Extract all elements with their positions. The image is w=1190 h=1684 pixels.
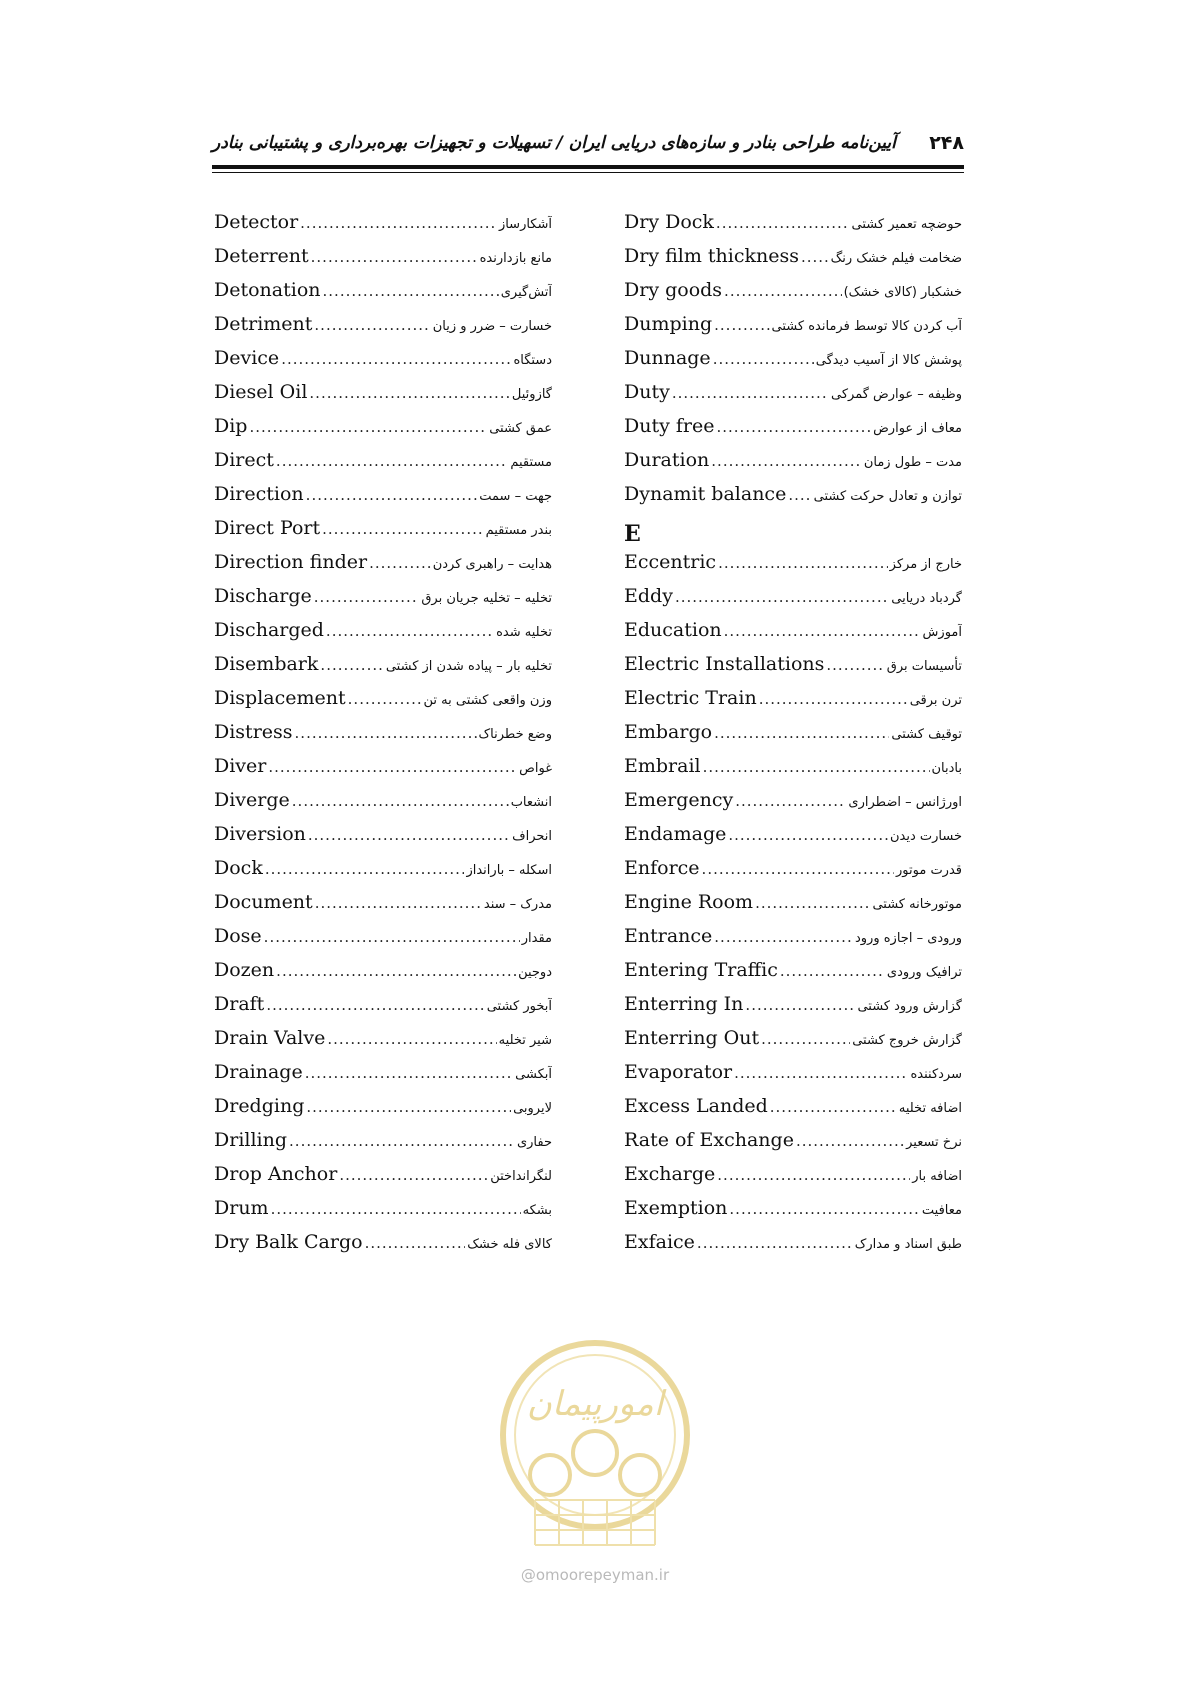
glossary-entry <box>214 245 552 279</box>
dot-leader <box>306 486 478 504</box>
entry-term-en: Eccentric <box>624 551 717 573</box>
entry-term-en: Embrail <box>624 755 701 777</box>
entry-term-fa: آبخور کشتی <box>486 999 552 1014</box>
entry-term-en: Drilling <box>214 1129 288 1151</box>
entry-term-en: Electric Installations <box>624 653 825 675</box>
entry-term-fa: تخلیه – تخلیه جریان برق <box>421 591 552 606</box>
dot-leader <box>713 350 814 368</box>
glossary-entry <box>214 1197 552 1231</box>
entry-term-fa: تأسیسات برق <box>886 659 962 674</box>
entry-term-fa: توقیف کشتی <box>891 727 962 742</box>
glossary-entry <box>624 483 962 517</box>
dot-leader <box>276 962 516 980</box>
entry-term-en: Entering Traffic <box>624 959 778 981</box>
entry-term-en: Exemption <box>624 1197 728 1219</box>
entry-term-fa: مستقیم <box>510 455 552 470</box>
entry-term-en: Engine Room <box>624 891 754 913</box>
dot-leader <box>365 1234 466 1252</box>
dot-leader <box>826 656 884 674</box>
glossary-column-left <box>214 211 552 1265</box>
glossary-entry <box>624 1129 962 1163</box>
entry-term-fa: نرخ تسعیر <box>906 1135 962 1150</box>
entry-term-en: Dynamit balance <box>624 483 787 505</box>
dot-leader <box>770 1098 897 1116</box>
entry-term-fa: آبکشی <box>515 1067 552 1082</box>
glossary-entry <box>214 755 552 789</box>
entry-term-en: Dip <box>214 415 248 437</box>
glossary-entry <box>624 619 962 653</box>
entry-term-fa: انحراف <box>512 829 552 844</box>
page-header <box>212 128 964 158</box>
glossary-entry <box>624 551 962 585</box>
entry-term-en: Drum <box>214 1197 269 1219</box>
entry-term-en: Draft <box>214 993 265 1015</box>
entry-term-en: Dumping <box>624 313 713 335</box>
glossary-entry <box>624 1095 962 1129</box>
entry-term-fa: بشکه <box>522 1203 552 1218</box>
entry-term-fa: آب کردن کالا توسط فرمانده کشتی <box>771 319 962 334</box>
entry-term-en: Displacement <box>214 687 346 709</box>
entry-term-fa: گزارش ورود کشتی <box>857 999 962 1014</box>
entry-term-en: Direct Port <box>214 517 321 539</box>
header-rule-thin <box>212 172 964 173</box>
glossary-entry <box>214 1129 552 1163</box>
glossary-entry <box>214 483 552 517</box>
glossary-entry <box>214 347 552 381</box>
entry-term-fa: حوضچه تعمیر کشتی <box>851 217 962 232</box>
entry-term-fa: انشعاب <box>510 795 552 810</box>
entry-term-en: Diesel Oil <box>214 381 308 403</box>
dot-leader <box>761 1030 850 1048</box>
entry-term-en: Device <box>214 347 280 369</box>
dot-leader <box>327 1030 496 1048</box>
entry-term-en: Dose <box>214 925 262 947</box>
page-number: ۲۴۸ <box>929 132 964 154</box>
entry-term-fa: عمق کشتی <box>489 421 552 436</box>
dot-leader <box>295 724 477 742</box>
entry-term-fa: مدت – طول زمان <box>863 455 962 470</box>
dot-leader <box>675 588 889 606</box>
entry-term-fa: مانع بازدارنده <box>479 251 552 266</box>
glossary-entry <box>624 449 962 483</box>
glossary-entry <box>214 891 552 925</box>
dot-leader <box>339 1166 488 1184</box>
entry-term-fa: سردکننده <box>910 1067 962 1082</box>
dot-leader <box>702 860 894 878</box>
entry-term-en: Diverge <box>214 789 290 811</box>
entry-term-en: Enterring Out <box>624 1027 760 1049</box>
entry-term-fa: دوجین <box>518 965 552 980</box>
dot-leader <box>276 452 508 470</box>
entry-term-fa: خسارت – ضرر و زیان <box>432 319 552 334</box>
entry-term-fa: آشکارساز <box>498 217 552 232</box>
glossary-entry <box>214 449 552 483</box>
entry-term-en: Document <box>214 891 313 913</box>
glossary-entry <box>624 279 962 313</box>
entry-term-fa: جهت – سمت <box>479 489 552 504</box>
entry-term-en: Education <box>624 619 722 641</box>
entry-term-fa: کالای فله خشک <box>467 1237 552 1252</box>
entry-term-en: Deterrent <box>214 245 309 267</box>
entry-term-en: Dredging <box>214 1095 305 1117</box>
entry-term-fa: معاف از عوارض <box>873 421 962 436</box>
glossary-entry <box>214 585 552 619</box>
glossary-entry <box>214 687 552 721</box>
entry-term-en: Dry Dock <box>624 211 714 233</box>
dot-leader <box>672 384 829 402</box>
entry-term-fa: موتورخانه کشتی <box>872 897 962 912</box>
dot-leader <box>314 588 420 606</box>
glossary-entry <box>624 1027 962 1061</box>
glossary-entry <box>624 211 962 245</box>
entry-term-fa: معافیت <box>921 1203 962 1218</box>
glossary-entry <box>624 1197 962 1231</box>
entry-term-en: Electric Train <box>624 687 757 709</box>
glossary-entry <box>214 857 552 891</box>
glossary-entry <box>624 993 962 1027</box>
glossary-entry <box>624 789 962 823</box>
glossary-entry <box>214 1163 552 1197</box>
entry-term-fa: گزارش خروج کشتی <box>852 1033 962 1048</box>
entry-term-fa: آتش‌گیری <box>500 285 552 300</box>
entry-term-en: Dunnage <box>624 347 711 369</box>
glossary-entry <box>214 823 552 857</box>
dot-leader <box>369 554 431 572</box>
glossary-entry <box>214 1095 552 1129</box>
entry-term-fa: ترافیک ورودی <box>886 965 962 980</box>
entry-term-en: Evaporator <box>624 1061 733 1083</box>
entry-term-fa: شیر تخلیه <box>498 1033 552 1048</box>
glossary-entry <box>214 993 552 1027</box>
dot-leader <box>305 1064 513 1082</box>
dot-leader <box>348 690 422 708</box>
dot-leader <box>266 996 484 1014</box>
dot-leader <box>323 282 499 300</box>
entry-term-fa: هدایت – راهبری کردن <box>432 557 552 572</box>
entry-term-fa: اسکله – بارانداز <box>466 863 552 878</box>
glossary-entry <box>214 313 552 347</box>
entry-term-en: Discharged <box>214 619 324 641</box>
dot-leader <box>249 418 487 436</box>
dot-leader <box>322 520 483 538</box>
dot-leader <box>265 860 465 878</box>
entry-term-en: Enforce <box>624 857 700 879</box>
glossary-entry <box>624 687 962 721</box>
dot-leader <box>735 792 846 810</box>
dot-leader <box>264 928 520 946</box>
glossary-entry <box>624 1231 962 1265</box>
dot-leader <box>697 1234 853 1252</box>
entry-term-fa: وظیفه – عوارض گمرکی <box>831 387 962 402</box>
entry-term-en: Direct <box>214 449 274 471</box>
glossary-entry <box>624 1061 962 1095</box>
entry-term-en: Detriment <box>214 313 313 335</box>
glossary-entry <box>214 381 552 415</box>
glossary-entry <box>624 381 962 415</box>
dot-leader <box>292 792 509 810</box>
entry-term-fa: تخلیه شده <box>496 625 552 640</box>
entry-term-en: Dry film thickness <box>624 245 799 267</box>
dot-leader <box>714 928 853 946</box>
entry-term-fa: پوشش کالا از آسیب دیدگی <box>815 353 962 368</box>
dot-leader <box>314 316 430 334</box>
glossary-entry <box>624 347 962 381</box>
glossary-entry <box>624 857 962 891</box>
entry-term-en: Duty <box>624 381 670 403</box>
entry-term-fa: گردباد دریایی <box>891 591 962 606</box>
glossary-entry <box>214 789 552 823</box>
entry-term-en: Detonation <box>214 279 321 301</box>
dot-leader <box>714 724 889 742</box>
dot-leader <box>703 758 930 776</box>
entry-term-fa: بندر مستقیم <box>485 523 552 538</box>
entry-term-fa: توازن و تعادل حرکت کشتی <box>813 489 962 504</box>
dot-leader <box>315 894 482 912</box>
dot-leader <box>718 554 888 572</box>
entry-term-fa: بادبان <box>931 761 962 776</box>
entry-term-fa: حفاری <box>516 1135 552 1150</box>
entry-term-en: Endamage <box>624 823 727 845</box>
entry-term-en: Diver <box>214 755 267 777</box>
entry-term-en: Dry Balk Cargo <box>214 1231 363 1253</box>
dot-leader <box>716 214 850 232</box>
entry-term-fa: ورودی – اجازه ورود <box>854 931 962 946</box>
glossary-entry <box>624 415 962 449</box>
entry-term-en: Disembark <box>214 653 319 675</box>
entry-term-fa: دستگاه <box>513 353 552 368</box>
dot-leader <box>714 316 769 334</box>
entry-term-en: Direction finder <box>214 551 368 573</box>
glossary-entry <box>214 517 552 551</box>
glossary-entry <box>214 721 552 755</box>
entry-term-en: Distress <box>214 721 293 743</box>
dot-leader <box>289 1132 515 1150</box>
entry-term-en: Drain Valve <box>214 1027 326 1049</box>
glossary-column-right <box>624 211 962 1265</box>
glossary-entry <box>624 653 962 687</box>
entry-term-fa: غواص <box>519 761 552 776</box>
entry-term-en: Emergency <box>624 789 734 811</box>
dot-leader <box>724 622 921 640</box>
glossary-entry <box>624 721 962 755</box>
dot-leader <box>281 350 511 368</box>
dot-leader <box>306 1098 511 1116</box>
glossary-entry <box>214 211 552 245</box>
entry-term-fa: گازوئیل <box>511 387 552 402</box>
entry-term-en: Eddy <box>624 585 673 607</box>
glossary-entry <box>214 959 552 993</box>
entry-term-fa: مدرک – سند <box>483 897 552 912</box>
entry-term-fa: لایروبی <box>513 1101 552 1116</box>
glossary-entry <box>624 959 962 993</box>
glossary-entry <box>214 1061 552 1095</box>
entry-term-fa: تخلیه بار – پیاده شدن از کشتی <box>385 659 552 674</box>
dot-leader <box>717 1166 910 1184</box>
glossary-entry <box>214 1027 552 1061</box>
glossary-entry <box>624 823 962 857</box>
entry-term-en: Dry goods <box>624 279 723 301</box>
entry-term-en: Rate of Exchange <box>624 1129 794 1151</box>
glossary-entry <box>624 245 962 279</box>
section-letter: E <box>624 521 641 547</box>
entry-term-fa: ضخامت فیلم خشک رنگ <box>830 251 962 266</box>
glossary-entry <box>214 653 552 687</box>
entry-term-fa: آموزش <box>922 625 962 640</box>
dot-leader <box>780 962 885 980</box>
dot-leader <box>326 622 494 640</box>
dot-leader <box>271 1200 521 1218</box>
dot-leader <box>268 758 517 776</box>
glossary-entry <box>624 585 962 619</box>
dot-leader <box>759 690 908 708</box>
entry-term-fa: خسارت دیدن <box>889 829 962 844</box>
dot-leader <box>309 384 510 402</box>
entry-term-en: Excharge <box>624 1163 716 1185</box>
entry-term-en: Duty free <box>624 415 715 437</box>
dot-leader <box>711 452 862 470</box>
entry-term-en: Excess Landed <box>624 1095 768 1117</box>
glossary-entry <box>214 925 552 959</box>
entry-term-en: Direction <box>214 483 304 505</box>
entry-term-en: Dock <box>214 857 263 879</box>
entry-term-fa: مقدار <box>521 931 552 946</box>
entry-term-fa: وضع خطرناک <box>478 727 552 742</box>
header-rule-thick <box>212 165 964 169</box>
dot-leader <box>734 1064 908 1082</box>
glossary-entry <box>624 925 962 959</box>
dot-leader <box>755 894 870 912</box>
entry-term-en: Drainage <box>214 1061 303 1083</box>
watermark-logo-text: امورپیمان <box>526 1384 664 1424</box>
entry-term-fa: خارج از مرکز <box>889 557 962 572</box>
entry-term-fa: لنگرانداختن <box>490 1169 552 1184</box>
dot-leader <box>724 282 842 300</box>
entry-term-en: Discharge <box>214 585 312 607</box>
dot-leader <box>320 656 383 674</box>
entry-term-fa: قدرت موتور <box>896 863 962 878</box>
glossary-entry <box>214 1231 552 1265</box>
entry-term-fa: وزن واقعی کشتی به تن <box>423 693 552 708</box>
glossary-entry <box>624 891 962 925</box>
entry-term-fa: اورژانس – اضطراری <box>848 795 962 810</box>
entry-term-fa: اضافه تخلیه <box>898 1101 962 1116</box>
watermark-logo <box>495 1335 695 1565</box>
glossary-entry <box>624 313 962 347</box>
dot-leader <box>716 418 871 436</box>
dot-leader <box>308 826 510 844</box>
entry-term-en: Entrance <box>624 925 713 947</box>
entry-term-fa: اضافه بار <box>912 1169 962 1184</box>
dot-leader <box>728 826 888 844</box>
entry-term-fa: طبق اسناد و مدارک <box>854 1237 962 1252</box>
entry-term-en: Enterring In <box>624 993 744 1015</box>
running-title: آیین‌نامه طراحی بنادر و سازه‌های دریایی ایران / تسهیلات و تجهیزات بهره‌برداری و پشتیبانی بنادر <box>212 133 896 153</box>
entry-term-en: Exfaice <box>624 1231 695 1253</box>
dot-leader <box>311 248 478 266</box>
entry-term-fa: خشکبار (کالای خشک) <box>843 285 962 300</box>
dot-leader <box>801 248 829 266</box>
entry-term-en: Dozen <box>214 959 275 981</box>
entry-term-en: Detector <box>214 211 299 233</box>
glossary-entry <box>214 415 552 449</box>
entry-term-fa: ترن برقی <box>909 693 962 708</box>
dot-leader <box>796 1132 904 1150</box>
dot-leader <box>788 486 811 504</box>
glossary-entry <box>214 551 552 585</box>
entry-term-en: Diversion <box>214 823 306 845</box>
glossary-entry <box>624 755 962 789</box>
entry-term-en: Drop Anchor <box>214 1163 338 1185</box>
glossary-entry <box>214 619 552 653</box>
entry-term-en: Embargo <box>624 721 713 743</box>
watermark-url: @omoorepeyman.ir <box>520 1566 670 1584</box>
glossary-entry <box>214 279 552 313</box>
glossary-entry <box>624 1163 962 1197</box>
dot-leader <box>729 1200 919 1218</box>
entry-term-en: Duration <box>624 449 710 471</box>
dot-leader <box>745 996 855 1014</box>
dot-leader <box>300 214 497 232</box>
